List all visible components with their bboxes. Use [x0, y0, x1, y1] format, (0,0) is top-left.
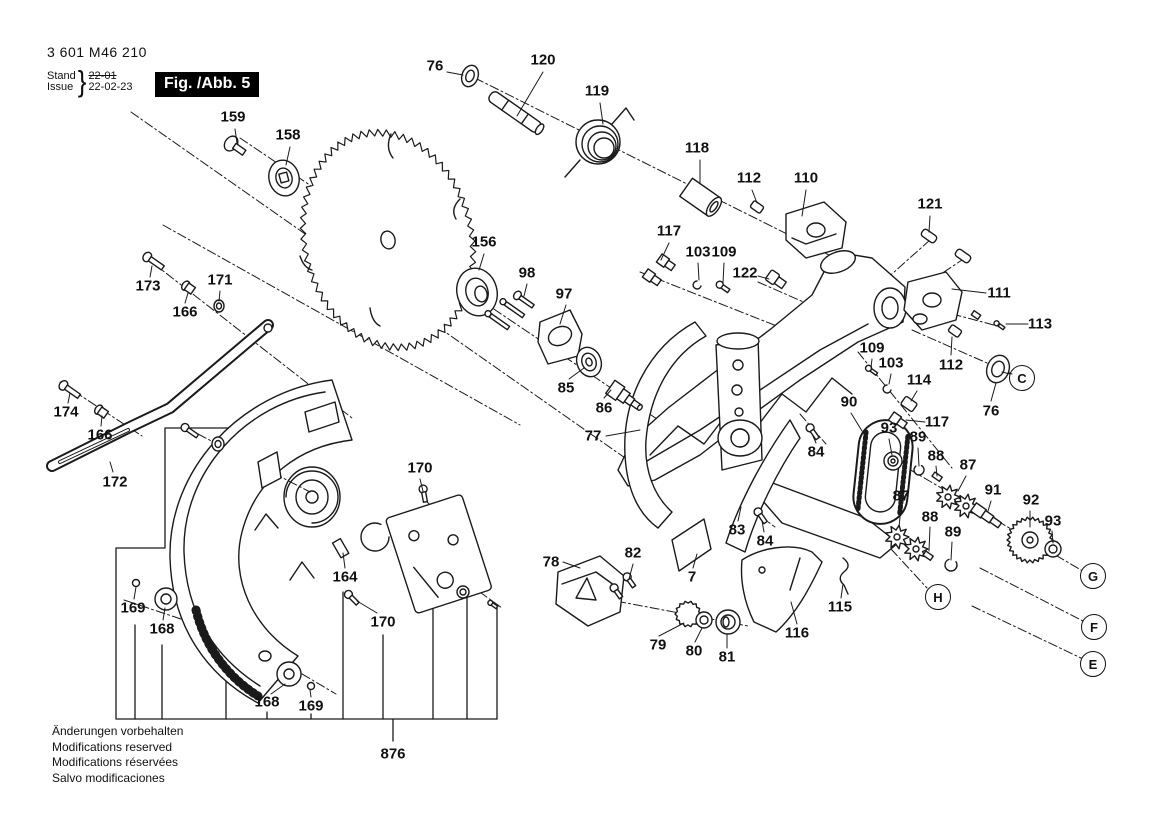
type-number: 3 601 M46 210 [47, 44, 147, 60]
part-label: 89 [944, 523, 962, 541]
modifications-note [52, 724, 183, 786]
part-label: 166 [172, 303, 198, 321]
part-label: 98 [518, 264, 536, 282]
part-label: 90 [840, 393, 858, 411]
saw-blade [277, 111, 498, 370]
note-line-es: Salvo modificaciones [52, 770, 165, 785]
mount-plate-170 [385, 494, 492, 614]
part-label: 88 [921, 508, 939, 526]
part-label: 111 [987, 284, 1011, 302]
chain-90 [851, 417, 916, 526]
top-parts [459, 63, 972, 264]
part-label: 76 [982, 402, 1000, 420]
part-label: 876 [380, 745, 406, 763]
part-label: 109 [711, 243, 737, 261]
part-label: 172 [102, 473, 128, 491]
part-label: 159 [220, 108, 246, 126]
spring-115 [840, 558, 848, 594]
part-label: 170 [407, 459, 433, 477]
part-label: 119 [584, 82, 610, 100]
part-label: 78 [542, 553, 560, 571]
part-label: 112 [736, 169, 762, 187]
part-label: 117 [924, 413, 950, 431]
torsion-spring-119 [565, 108, 634, 177]
old-issue-date: 22-01 [88, 69, 117, 82]
note-line-fr: Modifications réservées [52, 755, 179, 769]
part-label: 80 [685, 642, 703, 660]
part-label: 158 [275, 126, 301, 144]
part-label: 113 [1027, 315, 1053, 333]
part-label: 120 [530, 51, 556, 69]
reference-letter: F [1081, 614, 1107, 640]
part-label: 173 [135, 277, 161, 295]
label-plate-7 [672, 519, 711, 571]
part-label: 92 [1022, 491, 1040, 509]
stand-label: Stand [47, 69, 76, 82]
part-label: 121 [917, 195, 943, 213]
figure-number-badge: Fig. /Abb. 5 [155, 72, 259, 97]
part-label: 86 [595, 399, 613, 417]
part-label: 87 [959, 456, 977, 474]
part-label: 169 [298, 697, 324, 715]
part-label: 156 [471, 233, 497, 251]
part-label: 168 [254, 693, 280, 711]
part-label: 114 [906, 371, 932, 389]
part-label: 103 [685, 243, 711, 261]
part-label: 83 [728, 521, 746, 539]
part-label: 171 [207, 271, 233, 289]
reference-letter: C [1009, 365, 1035, 391]
guard-116 [742, 547, 823, 632]
note-line-de: Änderungen vorbehalten [52, 724, 184, 738]
part-label: 169 [120, 599, 146, 617]
part-label: 122 [732, 264, 758, 282]
part-label: 168 [149, 620, 175, 638]
part-label: 170 [370, 613, 396, 631]
part-label: 88 [927, 447, 945, 465]
part-label: 117 [656, 222, 682, 240]
part-label: 116 [784, 624, 810, 642]
part-label: 76 [426, 57, 444, 75]
part-label: 164 [332, 568, 358, 586]
part-label: 174 [53, 403, 79, 421]
part-label: 87 [892, 487, 910, 505]
part-label: 93 [880, 419, 898, 437]
part-label: 84 [756, 532, 774, 550]
part-label: 79 [649, 636, 667, 654]
title-block [47, 44, 147, 97]
reference-letter: G [1080, 563, 1106, 589]
part-label: 103 [878, 354, 904, 372]
part-label: 109 [859, 339, 885, 357]
part-label: 85 [557, 379, 575, 397]
part-label: 118 [684, 139, 710, 157]
part-label: 91 [984, 481, 1002, 499]
part-label: 84 [807, 443, 825, 461]
part-label: 112 [938, 356, 964, 374]
part-label: 166 [87, 426, 113, 444]
part-label: 115 [827, 598, 853, 616]
part-label: 81 [718, 648, 736, 666]
part-label: 7 [687, 568, 697, 586]
note-line-en: Modifications reserved [52, 739, 173, 754]
part-label: 110 [793, 169, 819, 187]
part-label: 93 [1044, 512, 1062, 530]
reference-letter: E [1080, 651, 1106, 677]
part-label: 89 [909, 428, 927, 446]
lower-parts [556, 519, 848, 634]
brace-glyph: } [77, 63, 87, 99]
reference-letter: H [925, 584, 951, 610]
part-label: 97 [555, 285, 573, 303]
part-label: 77 [584, 427, 602, 445]
issue-label: Issue [47, 80, 74, 93]
part-label: 82 [624, 544, 642, 562]
new-issue-date: 22-02-23 [88, 80, 133, 93]
